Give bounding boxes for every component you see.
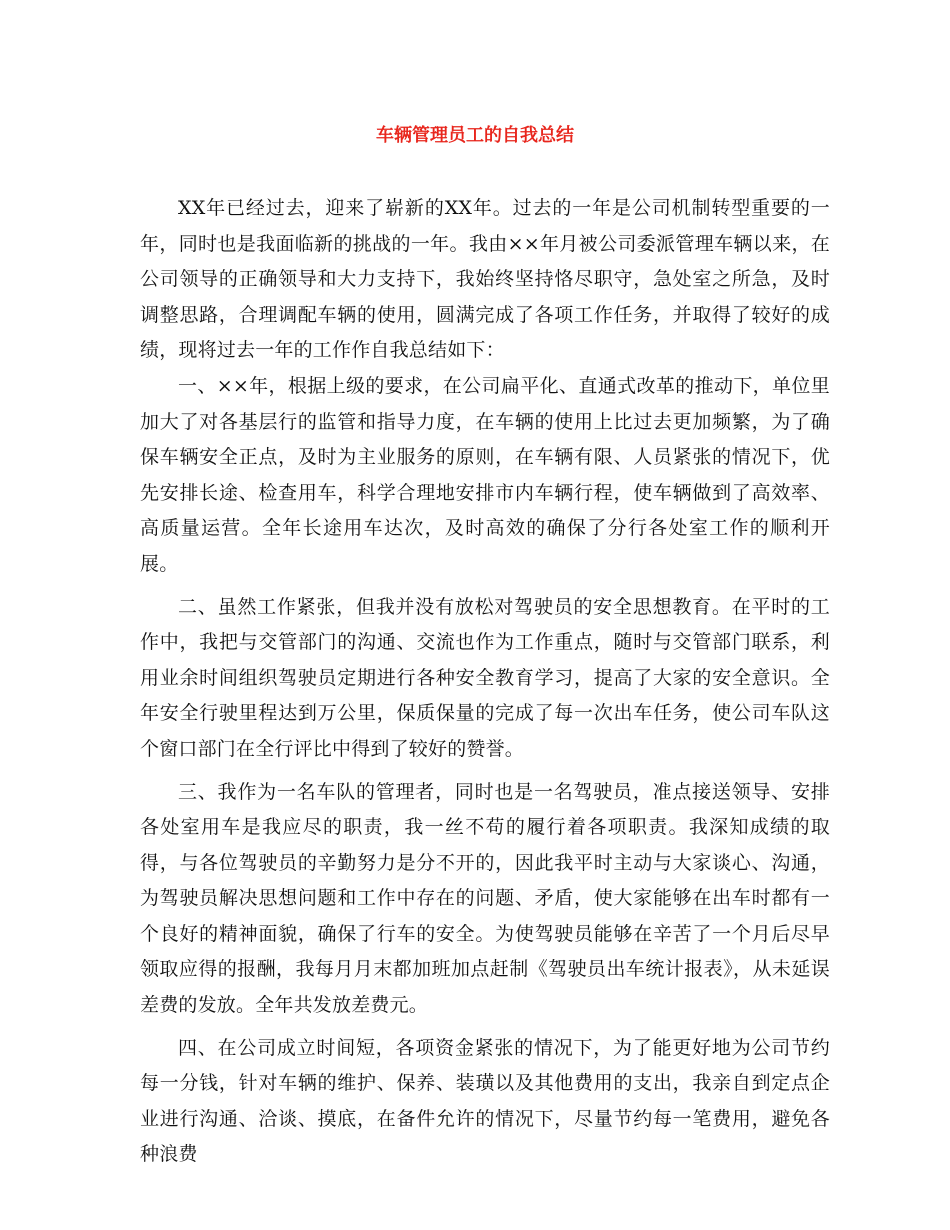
paragraph-section-1: 一、××年，根据上级的要求，在公司扁平化、直通式改革的推动下，单位里加大了对各基层行的监管和指导力度，在车辆的使用上比过去更加频繁，为了确保车辆安全正点，及时为主业服务的原则，在车辆有限、人员紧张的情况下，优先安排长途、检查用车，科学合理地安排市内车辆行程，使车辆做到了高效率、高质量运营。全年长途用车达次，及时高效的确保了分行各处室工作的顺利开展。	[140, 374, 830, 575]
document-body	[140, 191, 830, 1173]
paragraph-section-3: 三、我作为一名车队的管理者，同时也是一名驾驶员，准点接送领导、安排各处室用车是我应尽的职责，我一丝不苟的履行着各项职责。我深知成绩的取得，与各位驾驶员的辛勤努力是分不开的，因此我平时主动与大家谈心、沟通，为驾驶员解决思想问题和工作中存在的问题、矛盾，使大家能够在出车时都有一个良好的精神面貌，确保了行车的安全。为使驾驶员能够在辛苦了一个月后尽早领取应得的报酬，我每月月末都加班加点赶制《驾驶员出车统计报表》，从未延误差费的发放。全年共发放差费元。	[140, 780, 830, 1017]
paragraph-section-4: 四、在公司成立时间短，各项资金紧张的情况下，为了能更好地为公司节约每一分钱，针对车辆的维护、保养、装璜以及其他费用的支出，我亲自到定点企业进行沟通、洽谈、摸底，在备件允许的情况下，尽量节约每一笔费用，避免各种浪费	[140, 1036, 830, 1166]
paragraph-section-2: 二、虽然工作紧张，但我并没有放松对驾驶员的安全思想教育。在平时的工作中，我把与交管部门的沟通、交流也作为工作重点，随时与交管部门联系，利用业余时间组织驾驶员定期进行各种安全教育学习，提高了大家的安全意识。全年安全行驶里程达到万公里，保质保量的完成了每一次出车任务，使公司车队这个窗口部门在全行评比中得到了较好的赞誉。	[140, 595, 830, 760]
document-title: 车辆管理员工的自我总结	[376, 125, 574, 146]
paragraph-intro: XX年已经过去，迎来了崭新的XX年。过去的一年是公司机制转型重要的一年，同时也是我面临新的挑战的一年。我由××年月被公司委派管理车辆以来，在公司领导的正确领导和大力支持下，我始终坚持恪尽职守，急处室之所急，及时调整思路，合理调配车辆的使用，圆满完成了各项工作任务，并取得了较好的成绩，现将过去一年的工作作自我总结如下：	[140, 197, 830, 362]
